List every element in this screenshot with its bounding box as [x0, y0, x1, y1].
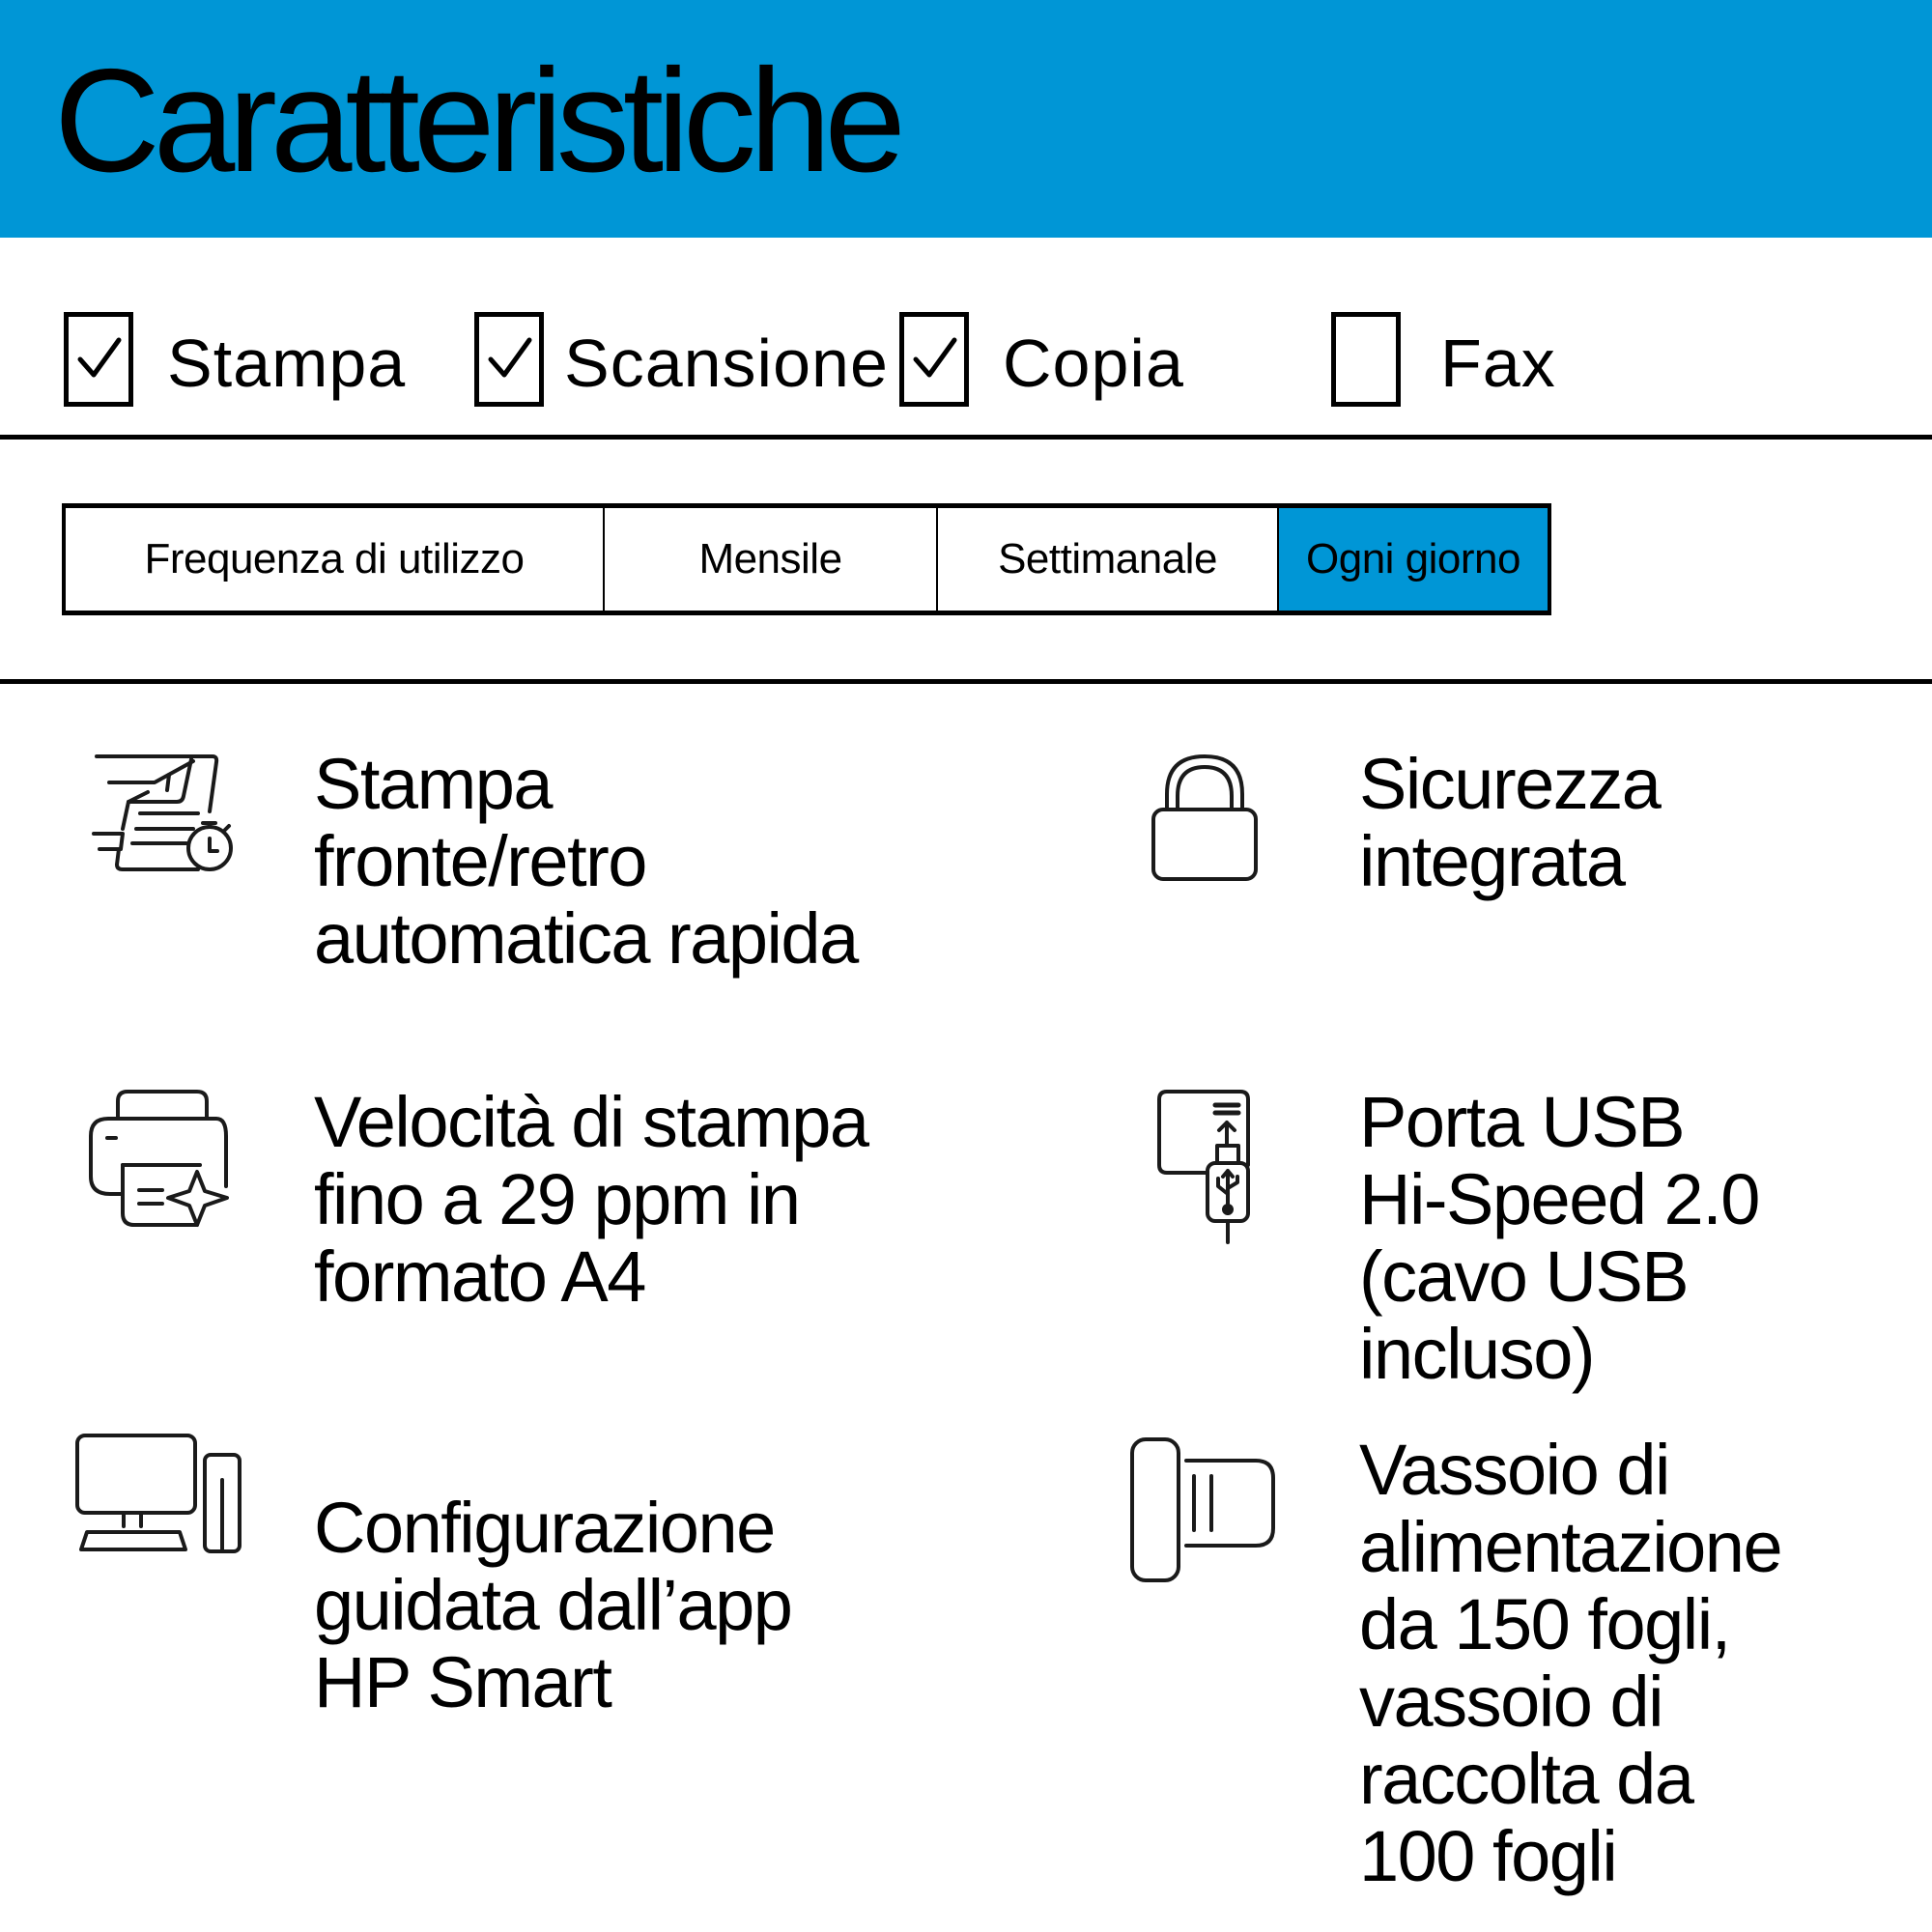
checkmark-icon — [485, 332, 535, 383]
option-mensile[interactable]: Mensile — [605, 508, 938, 611]
paper-tray-icon — [1130, 1437, 1277, 1582]
feature-print-speed: Velocità di stampa fino a 29 ppm in formato A4 — [314, 1082, 868, 1317]
page-title: Caratteristiche — [54, 39, 899, 203]
option-settimanale[interactable]: Settimanale — [938, 508, 1279, 611]
divider — [0, 679, 1932, 684]
option-ogni-giorno[interactable]: Ogni giorno — [1279, 508, 1551, 611]
desktop-computer-icon — [75, 1434, 242, 1553]
feature-integrated-security: Sicurezza integrata — [1359, 744, 1661, 901]
usage-frequency-label: Frequenza di utilizzo — [66, 508, 605, 611]
feature-duplex-printing: Stampa fronte/retro automatica rapida — [314, 744, 858, 979]
checkbox-label: Scansione — [564, 326, 889, 401]
checkbox-box[interactable] — [899, 312, 969, 407]
checkbox-label: Stampa — [167, 326, 407, 401]
usb-port-icon — [1157, 1088, 1250, 1244]
checkmark-icon — [74, 332, 125, 383]
divider — [0, 435, 1932, 440]
checkbox-box[interactable] — [474, 312, 544, 407]
feature-paper-tray: Vassoio di alimentazione da 150 fogli, vassoio di raccolta da 100 fogli — [1359, 1430, 1782, 1896]
checkbox-label: Copia — [1003, 326, 1184, 401]
header-banner — [0, 0, 1932, 238]
checkbox-box[interactable] — [1331, 312, 1401, 407]
usage-frequency-selector — [62, 503, 1551, 615]
checkmark-icon — [910, 332, 960, 383]
padlock-icon — [1151, 753, 1258, 884]
printer-sparkle-icon — [89, 1090, 229, 1230]
checkbox-label: Fax — [1440, 326, 1556, 401]
feature-usb-port: Porta USB Hi-Speed 2.0 (cavo USB incluso) — [1359, 1082, 1759, 1394]
feature-hp-smart-setup: Configurazione guidata dall’app HP Smart — [314, 1488, 792, 1722]
checkbox-box[interactable] — [64, 312, 133, 407]
duplex-print-timer-icon — [92, 753, 232, 874]
